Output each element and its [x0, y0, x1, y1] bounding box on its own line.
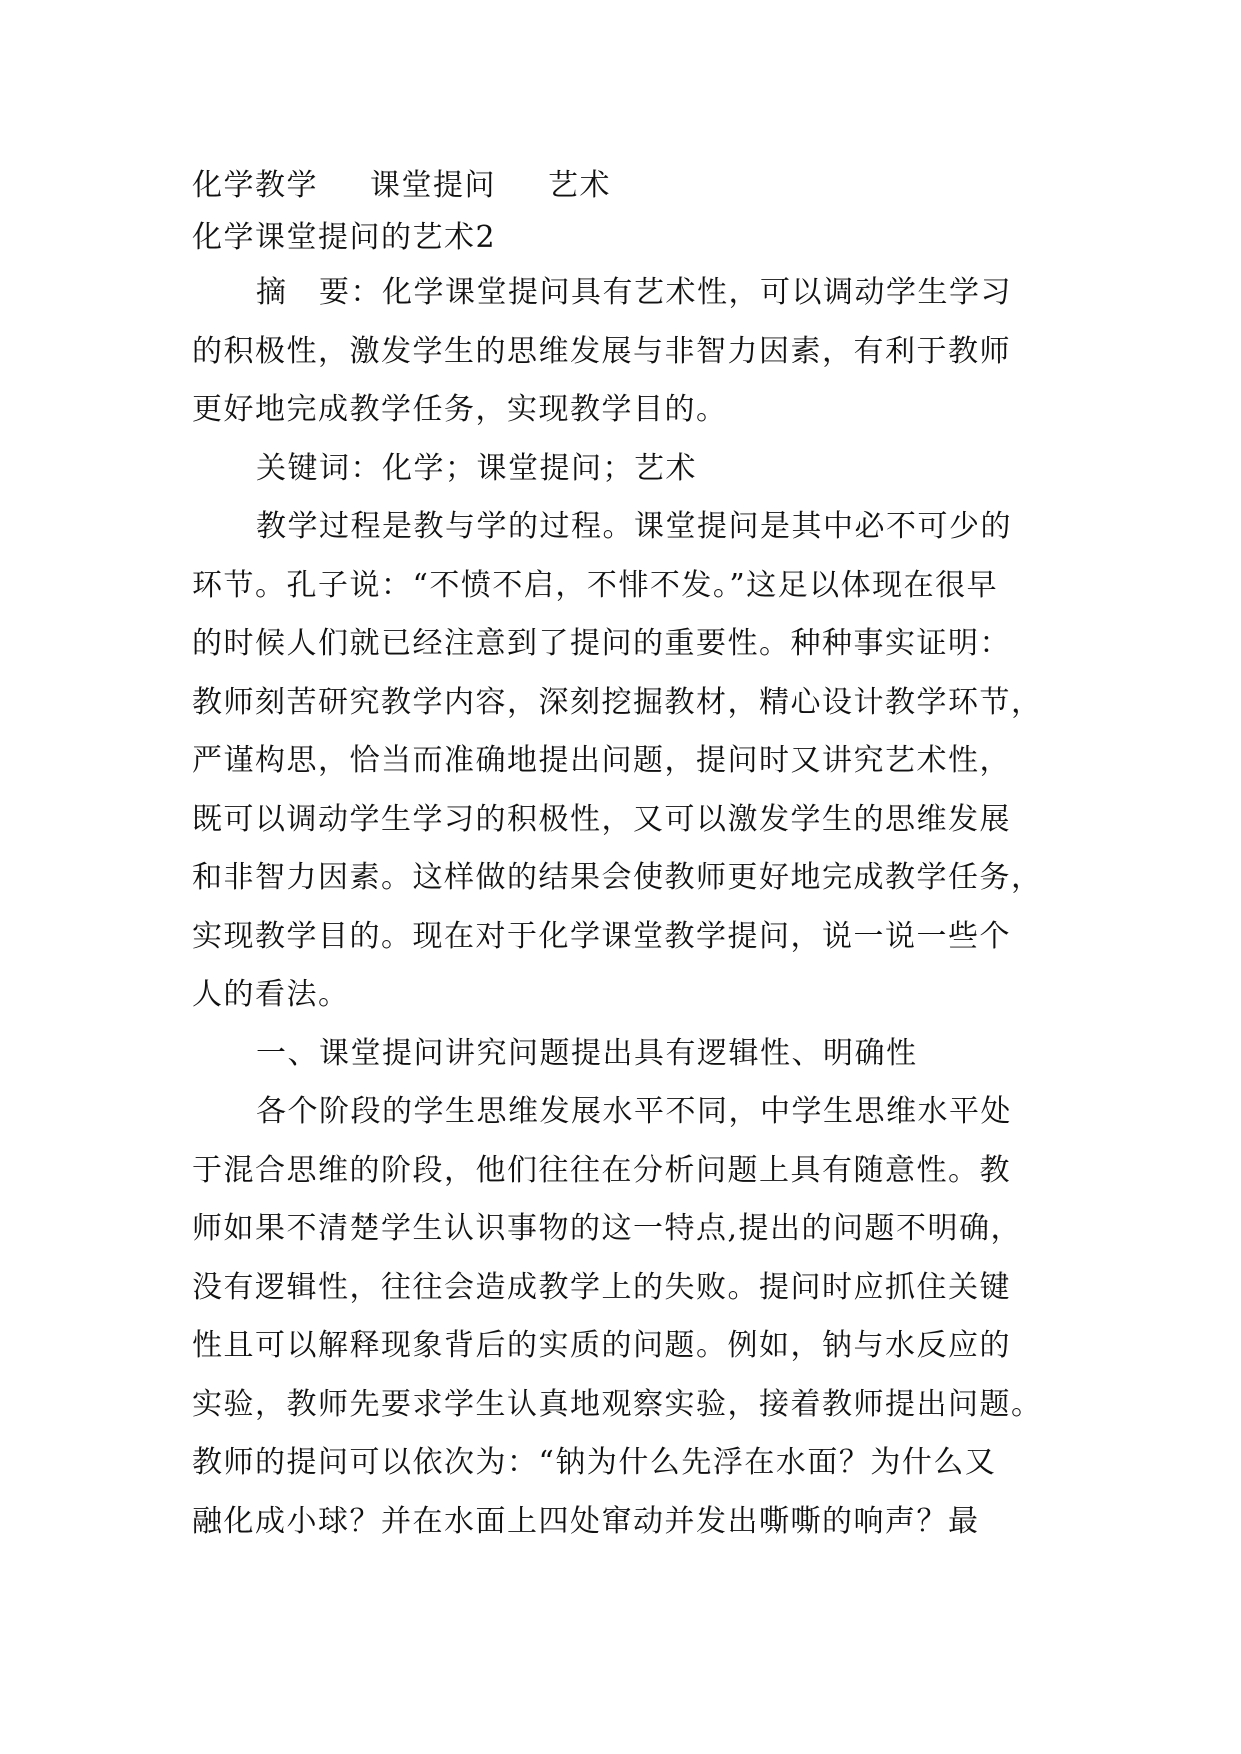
text-line: 教师刻苦研究教学内容，深刻挖掘教材，精心设计教学环节， — [192, 684, 1043, 720]
text-line: 师如果不清楚学生认识事物的这一特点,提出的问题不明确， — [192, 1211, 1023, 1246]
text-line: 教学过程是教与学的过程。课堂提问是其中必不可少的 — [256, 509, 1012, 544]
text-line: 摘 要：化学课堂提问具有艺术性，可以调动学生学习 — [256, 275, 1012, 310]
text-line: 实现教学目的。现在对于化学课堂教学提问，说一说一些个 — [192, 918, 1011, 954]
body-paragraph-1 — [192, 498, 1052, 1025]
keyword-header — [192, 160, 1052, 212]
document-body — [192, 160, 1052, 1551]
text-line: 既可以调动学生学习的积极性，又可以激发学生的思维发展 — [192, 801, 1011, 837]
text-line: 的时候人们就已经注意到了提问的重要性。种种事实证明： — [192, 626, 1011, 661]
text-line: 的积极性，激发学生的思维发展与非智力因素，有利于教师 — [192, 333, 1011, 369]
keyword-item: 课堂提问 — [370, 168, 496, 203]
text-line: 环节。孔子说：“不愤不启，不悱不发。”这足以体现在很早 — [192, 567, 999, 603]
text-line: 更好地完成教学任务，实现教学目的。 — [192, 392, 728, 427]
abstract-paragraph — [192, 264, 1052, 440]
text-line: 融化成小球？并在水面上四处窜动并发出嘶嘶的响声？最 — [192, 1503, 980, 1539]
text-line: 性且可以解释现象背后的实质的问题。例如，钠与水反应的 — [192, 1328, 1011, 1363]
text-line: 和非智力因素。这样做的结果会使教师更好地完成教学任务， — [192, 860, 1043, 895]
section-heading: 一、课堂提问讲究问题提出具有逻辑性、明确性 — [256, 1035, 918, 1071]
text-line: 实验，教师先要求学生认真地观察实验，接着教师提出问题。 — [192, 1386, 1043, 1422]
text-line: 各个阶段的学生思维发展水平不同，中学生思维水平处 — [256, 1094, 1012, 1129]
text-line: 教师的提问可以依次为：“钠为什么先浮在水面？为什么又 — [192, 1445, 997, 1480]
text-line: 没有逻辑性，往往会造成教学上的失败。提问时应抓住关键 — [192, 1269, 1011, 1305]
text-line: 于混合思维的阶段，他们往往在分析问题上具有随意性。教 — [192, 1152, 1011, 1188]
keyword-item: 艺术 — [548, 168, 611, 203]
text-line: 人的看法。 — [192, 977, 350, 1012]
keyword-item: 化学教学 — [192, 168, 318, 203]
document-title: 化学课堂提问的艺术2 — [192, 220, 497, 255]
text-line: 严谨构思，恰当而准确地提出问题，提问时又讲究艺术性， — [192, 743, 1011, 778]
keywords-line: 关键词：化学；课堂提问；艺术 — [256, 450, 697, 486]
body-paragraph-2 — [192, 1083, 1052, 1551]
